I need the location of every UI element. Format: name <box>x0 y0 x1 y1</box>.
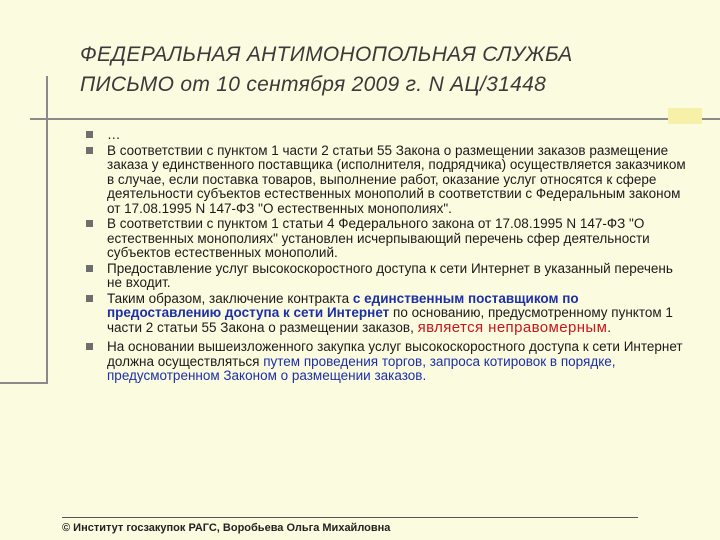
slide-title <box>80 40 680 100</box>
bullet-square-icon <box>86 295 93 302</box>
highlight-unlawful: является неправомерным <box>417 318 608 336</box>
bullet-item-3 <box>86 217 691 261</box>
bullet-item-1 <box>86 128 691 143</box>
bullet-text-4: Предоставление услуг высокоскоростного доступа к сети Интернет в указанный перечень не входит. <box>107 260 673 290</box>
bullet-square-icon <box>86 131 93 138</box>
bullet-item-2 <box>86 144 691 217</box>
bullet-text-5c: по основанию, предусмотренному пунктом 1 части 2 статьи 55 Закона о размещении заказов, <box>107 305 673 335</box>
bullet-item-4 <box>86 262 691 291</box>
left-divider-stub <box>0 382 48 384</box>
horizontal-divider <box>30 118 720 120</box>
bullet-square-icon <box>86 220 93 227</box>
bullet-item-6 <box>86 340 691 384</box>
title-line-2: ПИСЬМО от 10 сентября 2009 г. N АЦ/31448 <box>80 73 547 96</box>
bullet-text-2: В соответствии с пунктом 1 части 2 статьи 55 Закона о размещении заказов размещение заказа у единственного поставщика (исполнителя, подрядчика) осуществляется заказчиком в случае, если поставка товаров, выполнение работ, оказание услуг относятся к сфере деятельности субъектов естественных монополий в соответствии с Федеральным законом от 17.08.1995 N 147-ФЗ "О естественных монополиях". <box>107 142 686 216</box>
bullet-text-5e: . <box>607 319 612 335</box>
bullet-square-icon <box>86 343 93 350</box>
bullet-square-icon <box>86 265 93 272</box>
bullet-text-6a: На основании вышеизложенного закупка услуг высокоскоростного доступа к сети Интернет должна осуществляться <box>107 339 683 369</box>
decorative-box <box>668 108 702 124</box>
bullet-square-icon <box>86 147 93 154</box>
footer-divider <box>62 517 638 518</box>
highlight-tenders: путем проведения торгов, запроса котировок в порядке, предусмотренном Законом о размещении заказов. <box>107 353 616 383</box>
bullet-list <box>86 128 691 385</box>
vertical-divider <box>46 76 48 382</box>
bullet-text-5a: Таким образом, заключение контракта <box>107 290 353 306</box>
bullet-item-5 <box>86 292 691 336</box>
bullet-text-3: В соответствии с пунктом 1 статьи 4 Федерального закона от 17.08.1995 N 147-ФЗ "О естественных монополиях" установлен исчерпывающий перечень сфер деятельности субъектов естественных монополий. <box>107 216 650 260</box>
footer-copyright: © Институт госзакупок РАГС, Воробьева Ольга Михайловна <box>62 522 391 534</box>
highlight-single-supplier: с единственным поставщиком по предоставлению доступа к сети Интернет <box>107 290 579 320</box>
bullet-text-1: … <box>107 127 121 142</box>
title-line-1: ФЕДЕРАЛЬНАЯ АНТИМОНОПОЛЬНАЯ СЛУЖБА <box>80 43 573 66</box>
